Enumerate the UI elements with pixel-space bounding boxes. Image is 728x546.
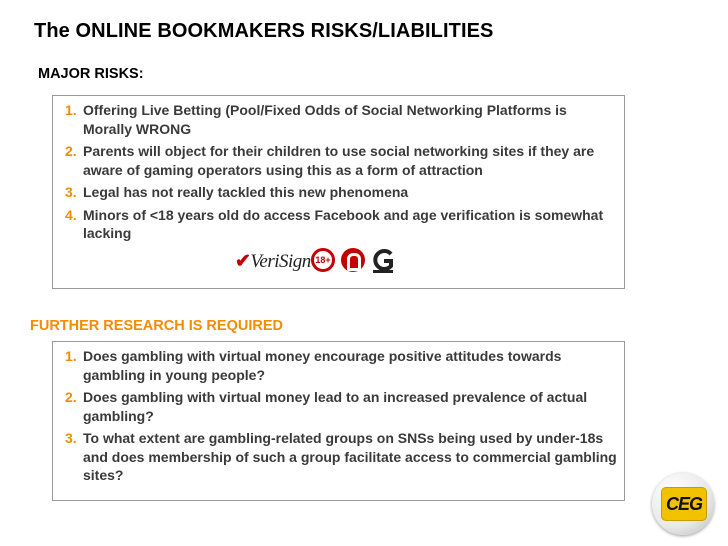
- further-research-box: [52, 341, 625, 501]
- item-text: Minors of <18 years old do access Facebook and age verification is somewhat lacking: [83, 206, 604, 241]
- verisign-text: VeriSign: [250, 251, 311, 272]
- g-logo-icon: [371, 248, 395, 274]
- major-risks-heading: MAJOR RISKS:: [38, 66, 144, 82]
- ceg-logo: [652, 473, 714, 535]
- item-text: Offering Live Betting (Pool/Fixed Odds of Social Networking Platforms is Morally WRONG: [83, 102, 567, 137]
- list-item: [65, 206, 618, 243]
- item-number: 2.: [65, 389, 77, 405]
- list-item: [65, 101, 618, 138]
- item-text: Legal has not really tackled this new phenomena: [83, 184, 409, 200]
- major-risks-box: [52, 95, 625, 289]
- item-number: 3.: [65, 184, 77, 200]
- ceg-logo-text: CEG: [661, 487, 707, 521]
- item-number: 3.: [65, 430, 77, 446]
- item-number: 4.: [65, 206, 77, 223]
- item-text: Does gambling with virtual money encourage positive attitudes towards gambling in young people?: [83, 348, 562, 383]
- item-number: 1.: [65, 348, 77, 364]
- gamcare-icon: [341, 248, 365, 272]
- list-item: [65, 388, 618, 425]
- item-text: To what extent are gambling-related groups on SNSs being used by under-18s and does membership of such a group facilitate access to commercial gambling sites?: [83, 430, 617, 483]
- verisign-logo: [235, 250, 311, 273]
- further-research-list: [65, 347, 618, 489]
- list-item: [65, 142, 618, 179]
- item-text: Parents will object for their children to use social networking sites if they are aware of gaming operators using this as a form of attraction: [83, 143, 595, 178]
- item-text: Does gambling with virtual money lead to an increased prevalence of actual gambling?: [83, 389, 588, 424]
- slide-title: The ONLINE BOOKMAKERS RISKS/LIABILITIES: [34, 20, 494, 42]
- major-risks-list: [65, 101, 618, 247]
- verisign-check-icon: ✔: [235, 251, 251, 272]
- further-research-heading: FURTHER RESEARCH IS REQUIRED: [30, 318, 283, 334]
- age-18-icon: 18+: [311, 248, 335, 272]
- list-item: [65, 183, 618, 202]
- item-number: 2.: [65, 143, 77, 159]
- list-item: [65, 429, 618, 485]
- list-item: [65, 347, 618, 384]
- item-number: 1.: [65, 102, 77, 118]
